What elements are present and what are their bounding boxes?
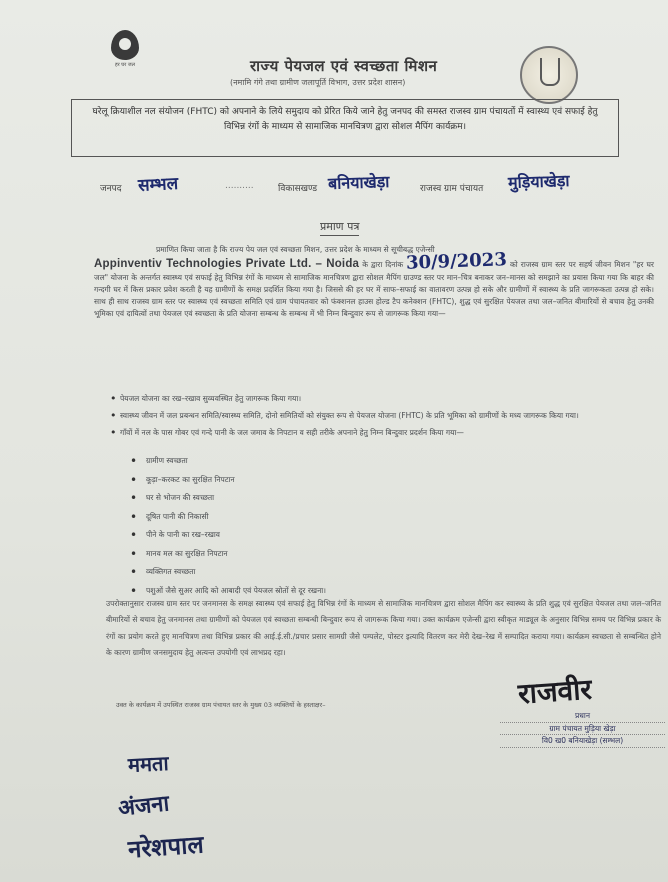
location-fields	[100, 170, 620, 204]
subject-box: घरेलू क्रियाशील नल संयोजन (FHTC) को अपनाने के लिये समुदाय को प्रेरित किये जाने हेतु जनपद की समस्त राजस्व ग्राम पंचायतों में स्वास्थ्य एवं सफाई हेतु विभिन्न रंगों के माध्यम से सामाजिक मानचित्रण द्वारा सोशल मैपिंग कार्यक्रम।	[71, 99, 619, 157]
block-label: विकासखण्ड	[278, 184, 318, 194]
point-item: • घर से भोजन की स्वच्छता	[130, 493, 326, 512]
block-value: बनियाखेड़ा	[327, 171, 390, 194]
water-drop-icon	[111, 30, 139, 60]
bullet-item: • स्वास्थ्य जीवन में जल प्रबन्धन समिति/स्वास्थ्य समिति, दोनो समितियों को संयुक्त रूप से पेयजल योजना (FHTC) के प्रति भूमिका को ग्रामीणों के मध्य जागरूक किया गया।	[110, 409, 660, 422]
closing-paragraph: उपरोक्तानुसार राजस्व ग्राम स्तर पर जनमानस के समक्ष स्वास्थ्य एवं सफाई हेतु विभिन्न रंगों के माध्यम से सामाजिक मानचित्रण द्वारा सोशल मैपिंग कर स्वास्थ्य के प्रति शुद्ध एवं सुरक्षित पेयजल तथा जल–जनित बीमारियों से बचाव हेतु जनमानस तथा ग्रामीणों को पेयजल एवं स्वच्छता सम्बन्धी बिन्दुवार रूप से जागरूक किया गया। उक्त कार्यक्रम एजेन्सी द्वारा स्वीकृत माड्यूल के अनुसार विभिन्न समय पर विभिन्न प्रकार के रंगों का प्रयोग करते हुए मानचित्रण तथा विभिन्न प्रकार की आई.ई.सी./प्रचार प्रसार सामग्री जैसे पम्पलेट, पोस्टर इत्यादि वितरण कर मेरी देख–रेख में सम्पादित कराया गया। कार्यक्रम स्वच्छता से सम्बन्धित होने के कारण ग्रामीण जनसमुदाय हेतु अत्यन्त उपयोगी एवं लाभप्रद रहा।	[106, 599, 661, 658]
stamp-line: वि0 ख0 बनियाखेड़ा (सम्भल)	[500, 735, 665, 748]
sanitation-points	[130, 456, 326, 604]
har-ghar-jal-logo	[100, 30, 150, 90]
district-label: जनपद	[100, 184, 122, 194]
date-value: 30/9/2023	[405, 249, 508, 275]
district-value: सम्भल	[137, 173, 179, 197]
agency-name: Appinventiv Technologies Private Ltd. – Noida	[94, 258, 360, 271]
district-dots: ..........	[225, 181, 254, 191]
certificate-title: प्रमाण पत्र	[320, 219, 359, 236]
witness-signature-3: नरेशपाल	[127, 829, 205, 864]
stamp-line: ग्राम पंचायत मुड़िया खेड़ा	[500, 723, 665, 736]
panchayat-value: मुड़ियाखेड़ा	[507, 170, 570, 193]
point-item: • कूड़ा–करकट का सुरक्षित निपटान	[130, 475, 326, 494]
mission-subtitle: (नमामि गंगे तथा ग्रामीण जलापूर्ति विभाग, उत्तर प्रदेश शासन)	[230, 78, 406, 87]
witness-note: उक्त के कार्यक्रम में उपस्थित राजस्व ग्राम पंचायत स्तर के मुख्य 03 व्यक्तियों के हस्ताक्षर–	[116, 701, 326, 709]
point-item: • पीने के पानी का रख–रखाव	[130, 530, 326, 549]
up-government-emblem-icon	[520, 46, 578, 104]
bullet-item: • पेयजल योजना का रख–रखाव सुव्यवस्थित हेतु जागरूक किया गया।	[110, 392, 660, 405]
body-continuation: को राजस्व ग्राम स्तर पर सहर्ष जीवन मिशन "हर घर जल" योजना के अन्तर्गत स्वास्थ्य एवं सफाई हेतु विभिन्न रंगों के माध्यम से सामाजिक मानचित्रण द्वारा सोशल मैपिंग ग्राउण्ड स्तर पर मान–चित्र बनाकर जन–मानस को समझाने का प्रयास किया गया कि बाहर की गन्दगी घर में किस प्रकार प्रवेश करती है यह ग्रामीणों के समक्ष प्रदर्शित किया गया है। जिससे की हर घर में साफ–सफाई का वातावरण उत्पन्न हो सके और ग्रामीणों में स्वास्थ्य के प्रति जागरूकता उत्पन्न हो सके। साथ ही साथ राजस्व ग्राम स्तर पर स्वास्थ्य एवं स्वच्छता समिति एवं ग्राम पंचायतवार को फंक्शनल हाउस होल्ड टैप कनेक्शन (FHTC), शुद्ध एवं सुरक्षित पेयजल तथा जल–जनित बीमारियों से बचाव हेतु उनकी भूमिका एवं दायित्वों तथा पेयजल एवं स्वच्छता के प्रति योजना सम्बन्ध के सम्बन्ध में भी निम्न बिन्दुवार रूप से जागरूक किया गया—	[94, 260, 654, 319]
point-item: • पशुओं जैसे सुअर आदि को आबादी एवं पेयजल स्रोतों से दूर रखना।	[130, 586, 326, 605]
point-item: • दूषित पानी की निकासी	[130, 512, 326, 531]
point-item: • मानव मल का सुरक्षित निपटान	[130, 549, 326, 568]
stamp-line: प्रधान	[500, 710, 665, 723]
point-item: • व्यक्तिगत स्वच्छता	[130, 567, 326, 586]
bullet-item: • गाँवों में नल के पास गोबर एवं गन्दे पानी के जल जमाव के निपटान व सही तरीके अपनाने हेतु निम्न बिन्दुवार प्रदर्शन किया गया—	[110, 426, 660, 439]
body-intro: प्रमाणित किया जाता है कि राज्य पेय जल एवं स्वच्छता मिशन, उत्तर प्रदेश के माध्यम से सूचीबद्ध एजेन्सी	[156, 245, 435, 254]
pradhan-signature: राजवीर	[516, 672, 593, 711]
mission-title: राज्य पेयजल एवं स्वच्छता मिशन	[250, 57, 438, 75]
witness-signature-1: ममता	[127, 750, 170, 778]
logo-left-caption: हर घर जल	[115, 62, 135, 68]
witness-signature-2: अंजना	[116, 790, 171, 822]
awareness-bullets	[110, 392, 660, 443]
official-stamp	[500, 710, 665, 748]
point-item: • ग्रामीण स्वच्छता	[130, 456, 326, 475]
date-prefix: के द्वारा दिनांक	[362, 260, 404, 270]
panchayat-label: राजस्व ग्राम पंचायत	[420, 184, 484, 194]
certificate-body	[94, 244, 654, 321]
